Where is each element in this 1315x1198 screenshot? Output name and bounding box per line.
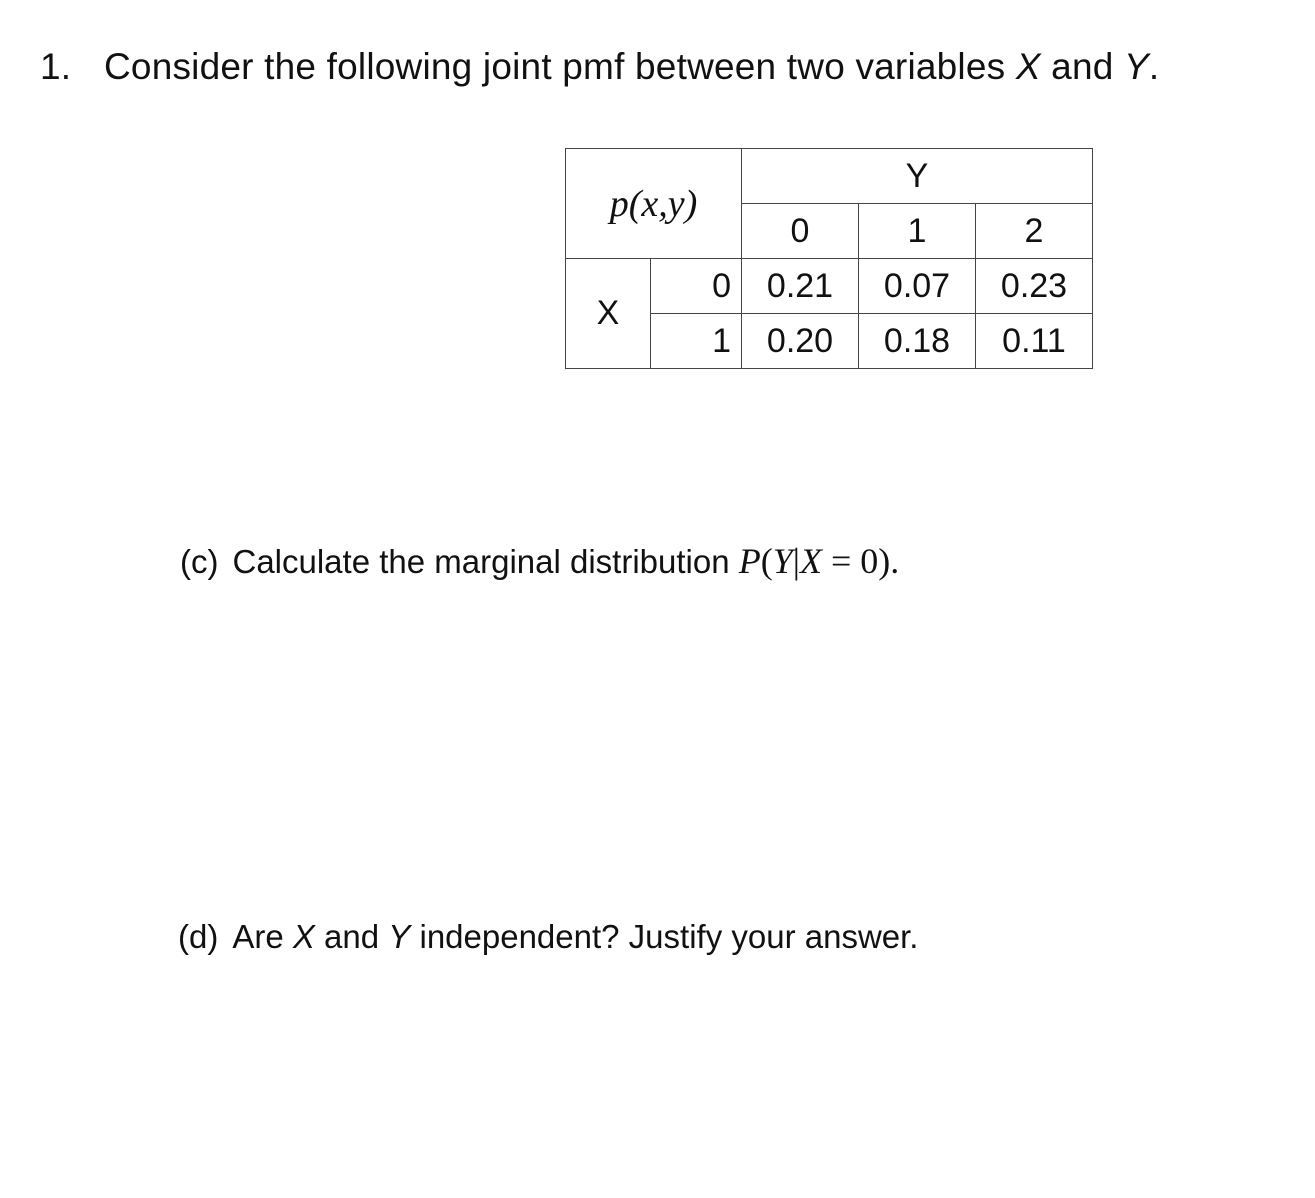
table-y-value: 1 (859, 204, 976, 259)
part-d-var-y: Y (388, 918, 411, 955)
part-d-text-are: Are (232, 918, 293, 955)
table-cell: 0.11 (976, 314, 1093, 369)
question-var-x: X (1015, 46, 1041, 87)
math-y: Y (772, 541, 793, 581)
math-bar: | (792, 541, 800, 581)
table-y-value: 2 (976, 204, 1093, 259)
part-d (178, 918, 918, 956)
table-cell: 0.21 (742, 259, 859, 314)
table-x-header: X (566, 259, 651, 369)
math-fn: P (738, 541, 761, 581)
part-c-text: Calculate the marginal distribution (232, 543, 739, 580)
question-text: Consider the following joint pmf between two variables (104, 46, 1016, 87)
question-number: 1. (40, 46, 72, 87)
part-c-math (739, 541, 900, 581)
table-y-header: Y (742, 149, 1093, 204)
table-y-value: 0 (742, 204, 859, 259)
part-d-text-rest: independent? Justify your answer. (410, 918, 919, 955)
question-var-y: Y (1124, 46, 1149, 87)
table-header-row (566, 149, 1093, 204)
part-c-label: (c) (180, 543, 219, 580)
part-d-var-x: X (292, 918, 315, 955)
part-d-label: (d) (178, 918, 219, 955)
table-cell: 0.18 (859, 314, 976, 369)
table-corner-label: p(x,y) (566, 149, 742, 259)
table-row (566, 259, 1093, 314)
math-x: X (800, 541, 822, 581)
table-cell: 0.23 (976, 259, 1093, 314)
question-header (40, 46, 1159, 88)
table-cell: 0.07 (859, 259, 976, 314)
part-d-text-and: and (314, 918, 389, 955)
table-x-value: 0 (651, 259, 742, 314)
table-x-value: 1 (651, 314, 742, 369)
table-cell: 0.20 (742, 314, 859, 369)
question-text-end: . (1148, 46, 1160, 87)
math-eq: = 0). (822, 541, 900, 581)
part-c (180, 540, 899, 582)
question-text-and: and (1040, 46, 1124, 87)
joint-pmf-table (565, 148, 1093, 369)
math-open: ( (760, 541, 773, 581)
